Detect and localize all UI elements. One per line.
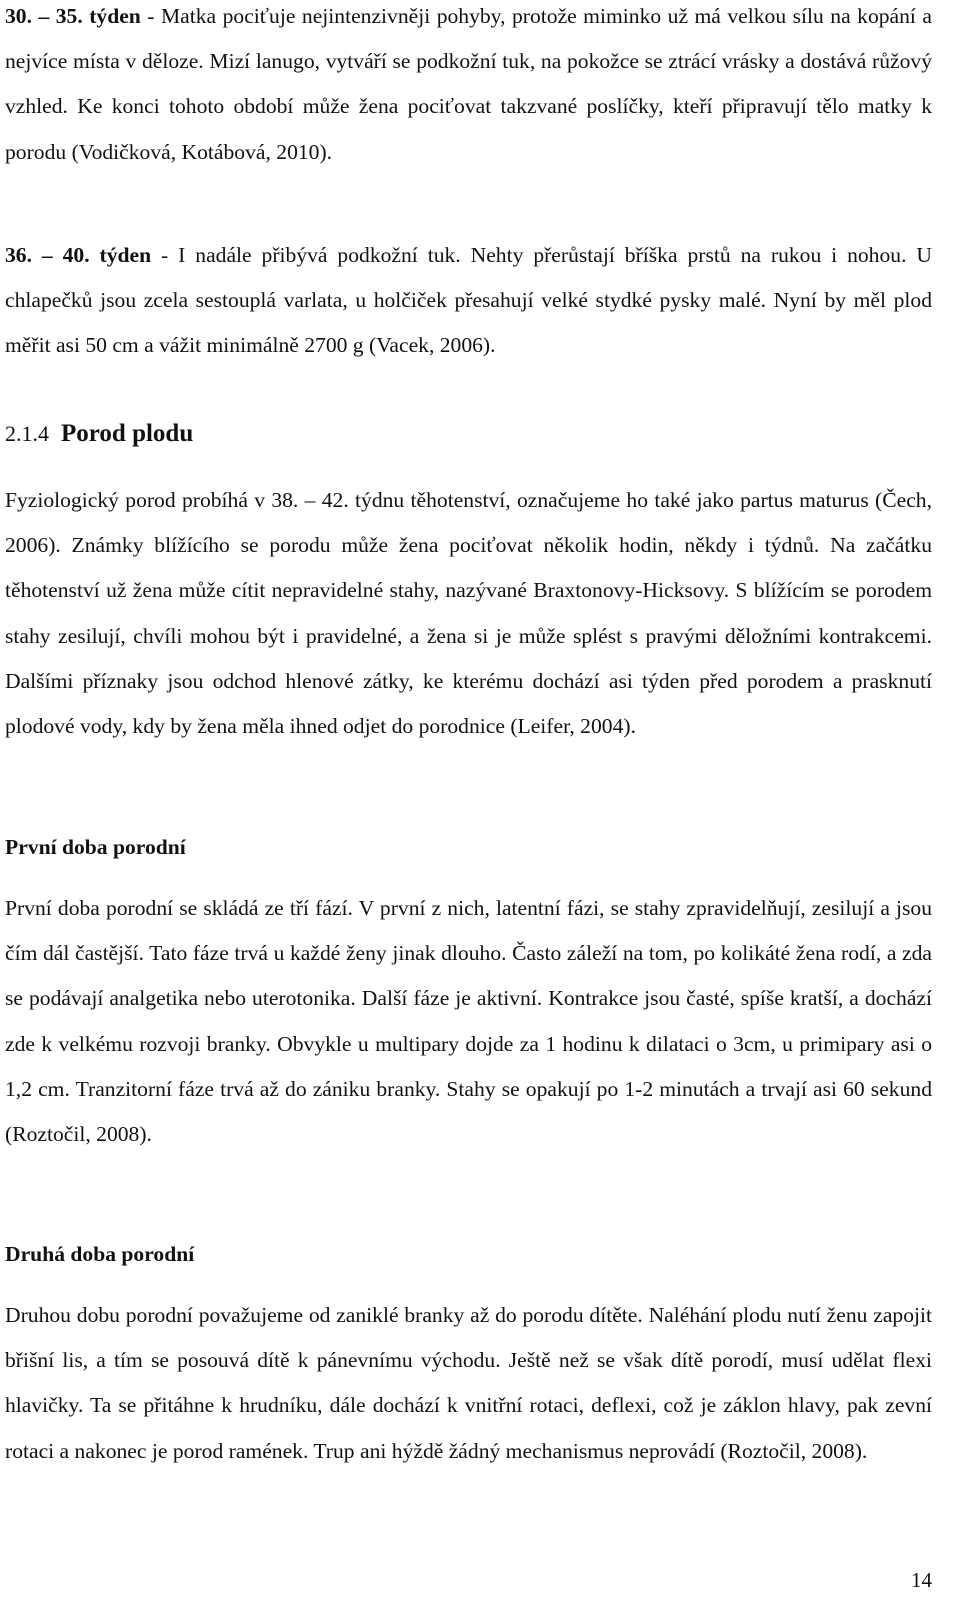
page-number: 14	[911, 1568, 932, 1592]
subheading-first-stage: První doba porodní	[5, 835, 186, 859]
paragraph-weeks-36-40	[5, 233, 932, 369]
paragraph-birth-intro	[5, 478, 932, 749]
paragraph-weeks-30-35	[5, 0, 932, 175]
section-number: 2.1.4	[5, 421, 49, 446]
paragraph-text: - I nadále přibývá podkožní tuk. Nehty přerůstají bříška prstů na rukou i nohou. U chlapečků jsou zcela sestouplá varlata, u holčiček přesahují velké stydké pysky malé. Nyní by měl plod měřit asi 50 cm a vážit minimálně 2700 g (Vacek, 2006).	[5, 243, 932, 358]
paragraph-text: První doba porodní se skládá ze tří fází. V první z nich, latentní fázi, se stahy zpravidelňují, zesilují a jsou čím dál častější. Tato fáze trvá u každé ženy jinak dlouho. Často záleží na tom, po kolikáté žena rodí, a zda se podávají analgetika nebo uterotonika. Další fáze je aktivní. Kontrakce jsou časté, spíše kratší, a dochází zde k velkému rozvoji branky. Obvykle u multipary dojde za 1 hodinu k dilataci o 3cm, u primipary asi o 1,2 cm. Tranzitorní fáze trvá až do zániku branky. Stahy se opakují po 1-2 minutách a trvají asi 60 sekund (Roztočil, 2008).	[5, 896, 932, 1147]
section-heading	[5, 414, 193, 454]
paragraph-text: Fyziologický porod probíhá v 38. – 42. týdnu těhotenství, označujeme ho také jako partus maturus (Čech, 2006). Známky blížícího se porodu může žena pociťovat několik hodin, někdy i týdnů. Na začátku těhotenství už žena může cítit nepravidelné stahy, nazývané Braxtonovy-Hicksovy. S blížícím se porodem stahy zesilují, chvíli mohou být i pravidelné, a žena si je může splést s pravými děložními kontrakcemi. Dalšími příznaky jsou odchod hlenové zátky, ke kterému dochází asi týden před porodem a prasknutí plodové vody, kdy by žena měla ihned odjet do porodnice (Leifer, 2004).	[5, 488, 932, 739]
section-title: Porod plodu	[61, 420, 194, 447]
paragraph-lead: 36. – 40. týden	[5, 243, 152, 267]
paragraph-first-stage	[5, 886, 932, 1157]
paragraph-lead: 30. – 35. týden	[5, 4, 141, 28]
paragraph-second-stage	[5, 1293, 932, 1474]
paragraph-text: - Matka pociťuje nejintenzivněji pohyby, protože miminko už má velkou sílu na kopání a nejvíce místa v děloze. Mizí lanugo, vytváří se podkožní tuk, na pokožce se ztrácí vrásky a dostává růžový vzhled. Ke konci tohoto období může žena pociťovat takzvané poslíčky, kteří připravují tělo matky k porodu (Vodičková, Kotábová, 2010).	[5, 4, 933, 164]
paragraph-text: Druhou dobu porodní považujeme od zaniklé branky až do porodu dítěte. Naléhání plodu nutí ženu zapojit břišní lis, a tím se posouvá dítě k pánevnímu východu. Ještě než se však dítě porodí, musí udělat flexi hlavičky. Ta se přitáhne k hrudníku, dále dochází k vnitřní rotaci, deflexi, což je záklon hlavy, pak zevní rotaci a nakonec je porod ramének. Trup ani hýždě žádný mechanismus neprovádí (Roztočil, 2008).	[5, 1303, 932, 1463]
subheading-second-stage: Druhá doba porodní	[5, 1242, 195, 1266]
